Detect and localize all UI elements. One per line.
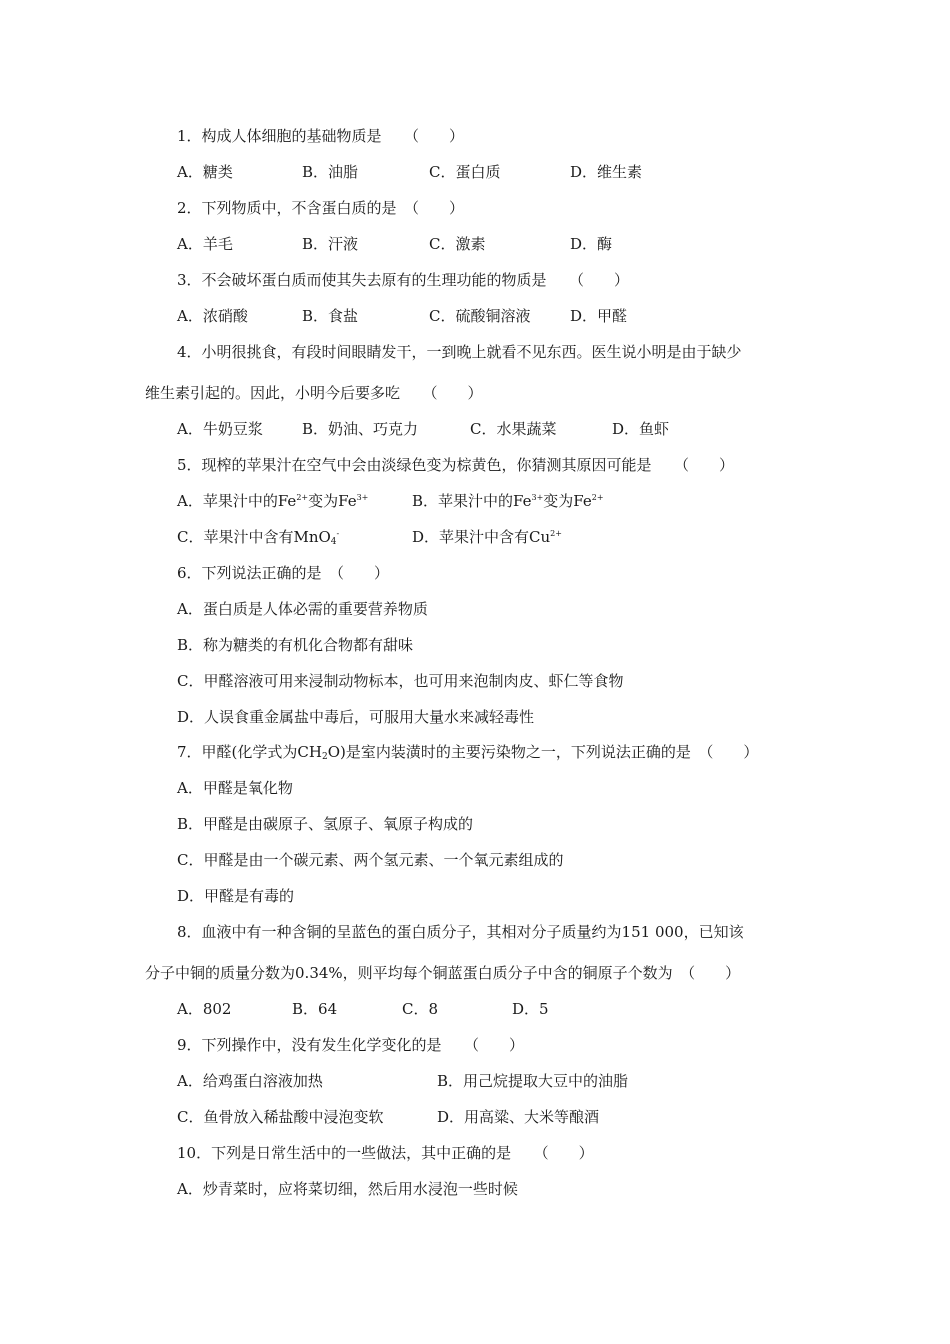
question-7-stem: 7．甲醛(化学式为$CH_2O$)是室内装潢时的主要污染物之一，下列说法正确的是 （ ） [177, 743, 759, 762]
option-a: A．羊毛 [177, 235, 233, 253]
option-b: B．奶油、巧克力 [302, 420, 419, 438]
question-9-stem: 9．下列操作中，没有发生化学变化的是 （ ） [177, 1036, 525, 1054]
option-b: B．用己烷提取大豆中的油脂 [437, 1072, 629, 1090]
option-d: D．苹果汁中含有$Cu^{2+}$ [412, 528, 562, 546]
option-a: A．糖类 [177, 163, 233, 181]
question-4-stem-line2: 维生素引起的。因此，小明今后要多吃 （ ） [145, 384, 483, 402]
question-6-stem: 6．下列说法正确的是 （ ） [177, 564, 390, 582]
option-a: A．甲醛是氧化物 [177, 779, 293, 797]
question-8-stem-line1: 8．血液中有一种含铜的呈蓝色的蛋白质分子，其相对分子质量约为151 000，已知该 [177, 923, 744, 941]
option-d: D．用高粱、大米等酿酒 [437, 1108, 600, 1126]
option-b: B．甲醛是由碳原子、氢原子、氧原子构成的 [177, 815, 474, 833]
option-a: A．给鸡蛋白溶液加热 [177, 1072, 323, 1090]
option-d: D．5 [512, 1000, 549, 1018]
option-c: C．水果蔬菜 [470, 420, 557, 438]
option-c: C．硫酸铜溶液 [429, 307, 531, 325]
option-c: C．甲醛是由一个碳元素、两个氢元素、一个氧元素组成的 [177, 851, 564, 869]
option-d: D．维生素 [570, 163, 643, 181]
option-d: D．人误食重金属盐中毒后，可服用大量水来减轻毒性 [177, 708, 535, 726]
option-a: A．苹果汁中的$Fe^{2+}$变为$Fe^{3+}$ [177, 492, 369, 510]
option-b: B．苹果汁中的$Fe^{3+}$变为$Fe^{2+}$ [412, 492, 604, 510]
option-d: D．酶 [570, 235, 613, 253]
option-a: A．蛋白质是人体必需的重要营养物质 [177, 600, 428, 618]
question-3-stem: 3．不会破坏蛋白质而使其失去原有的生理功能的物质是 （ ） [177, 271, 630, 289]
question-1-stem: 1．构成人体细胞的基础物质是 （ ） [177, 127, 465, 145]
option-a: A．浓硝酸 [177, 307, 248, 325]
option-d: D．鱼虾 [612, 420, 670, 438]
question-2-stem: 2．下列物质中，不含蛋白质的是 （ ） [177, 199, 465, 217]
option-c: C．激素 [429, 235, 486, 253]
question-10-stem: 10．下列是日常生活中的一些做法，其中正确的是 （ ） [177, 1144, 594, 1162]
option-b: B．汗液 [302, 235, 359, 253]
option-b: B．油脂 [302, 163, 359, 181]
option-c: C．鱼骨放入稀盐酸中浸泡变软 [177, 1108, 384, 1126]
question-4-stem-line1: 4．小明很挑食，有段时间眼睛发干，一到晚上就看不见东西。医生说小明是由于缺少 [177, 343, 742, 361]
option-a: A．炒青菜时，应将菜切细，然后用水浸泡一些时候 [177, 1180, 518, 1198]
option-b: B．食盐 [302, 307, 359, 325]
option-b: B．称为糖类的有机化合物都有甜味 [177, 636, 414, 654]
option-a: A．802 [177, 1000, 232, 1018]
option-c: C．甲醛溶液可用来浸制动物标本，也可用来泡制肉皮、虾仁等食物 [177, 672, 624, 690]
option-c: C．苹果汁中含有MnO$_4$- [177, 528, 340, 547]
option-c: C．蛋白质 [429, 163, 501, 181]
question-8-stem-line2: 分子中铜的质量分数为0.34%，则平均每个铜蓝蛋白质分子中含的铜原子个数为 （ ） [145, 964, 741, 982]
option-d: D．甲醛 [570, 307, 628, 325]
option-a: A．牛奶豆浆 [177, 420, 263, 438]
option-d: D．甲醛是有毒的 [177, 887, 295, 905]
option-b: B．64 [292, 1000, 338, 1018]
question-5-stem: 5．现榨的苹果汁在空气中会由淡绿色变为棕黄色，你猜测其原因可能是 （ ） [177, 456, 735, 474]
option-c: C．8 [402, 1000, 439, 1018]
